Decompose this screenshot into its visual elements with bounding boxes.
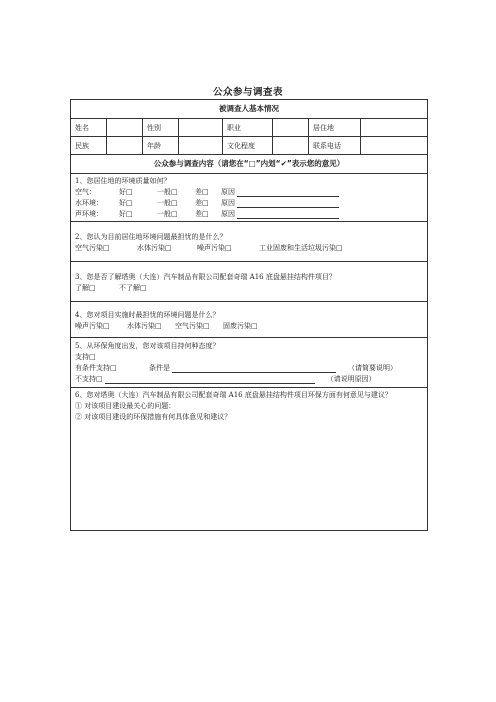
- field-occupation[interactable]: [273, 119, 309, 136]
- question-5: [71, 338, 427, 388]
- field-ethnicity[interactable]: [107, 137, 143, 154]
- field-residence[interactable]: [361, 119, 427, 136]
- section-basic-info-header: 被调查人基本情况: [71, 100, 427, 119]
- q1-noise-good-checkbox[interactable]: 好□: [119, 210, 133, 218]
- q5-oppose-checkbox[interactable]: 不支持□: [75, 375, 103, 383]
- q1-noise-normal-checkbox[interactable]: 一般□: [157, 210, 178, 218]
- survey-form: [70, 99, 428, 531]
- q1-noise-label: 声环境：: [75, 210, 103, 218]
- q5-condition-note: （请简要说明）: [348, 364, 397, 372]
- field-gender[interactable]: [179, 119, 223, 136]
- q1-water-reason-field[interactable]: [237, 199, 339, 208]
- q5-condition-label: 条件是: [149, 364, 170, 372]
- q4-options: [75, 321, 423, 332]
- question-6-text: 6、您对塔奥（大连）汽车制品有限公司配套奇瑞 A16 底盘悬挂结构件项目环保方面有何意见与建议？: [75, 391, 392, 399]
- q1-water-reason-label: 原因: [221, 199, 235, 207]
- q3-aware-checkbox[interactable]: 了解□: [75, 284, 96, 292]
- q5-oppose-note: （请说明原因）: [326, 375, 376, 383]
- q5-oppose-field[interactable]: [105, 375, 315, 384]
- q1-air-reason-label: 原因: [221, 188, 235, 196]
- q5-conditional-checkbox[interactable]: 有条件支持□: [75, 364, 117, 372]
- question-5-text: 5、从环保角度出发，您对该项目持何种态度？: [75, 342, 220, 350]
- q5-oppose-row: [75, 374, 423, 385]
- q3-not-aware-checkbox[interactable]: 不了解□: [119, 284, 147, 292]
- question-2: [71, 222, 427, 262]
- q6-sub2: ② 对该项目建设的环保措施有何具体意见和建议？: [75, 413, 232, 421]
- label-name: 姓名: [71, 119, 107, 136]
- question-6: [71, 388, 427, 530]
- q1-air-normal-checkbox[interactable]: 一般□: [157, 188, 178, 196]
- label-education: 文化程度: [223, 137, 273, 154]
- section-survey-header: 公众参与调查内容（请您在“□”内划“✔”表示您的意见）: [71, 155, 427, 174]
- q2-solid-waste-checkbox[interactable]: 工业固废和生活垃圾污染□: [259, 244, 343, 252]
- question-2-text: 2、您认为目前居住地环境问题最担忧的是什么？: [75, 233, 227, 241]
- q4-air-pollution-checkbox[interactable]: 空气污染□: [175, 322, 210, 330]
- question-1: [71, 174, 427, 222]
- label-gender: 性别: [143, 119, 179, 136]
- q1-row-water: [75, 198, 423, 209]
- field-name[interactable]: [107, 119, 143, 136]
- q1-air-good-checkbox[interactable]: 好□: [119, 188, 133, 196]
- q2-options: [75, 243, 423, 254]
- field-age[interactable]: [179, 137, 223, 154]
- label-occupation: 职业: [223, 119, 273, 136]
- q2-water-pollution-checkbox[interactable]: 水体污染□: [137, 244, 172, 252]
- q1-row-noise: [75, 209, 423, 220]
- q1-water-bad-checkbox[interactable]: 差□: [195, 199, 209, 207]
- question-4-text: 4、您对项目实施时最担忧的环境问题是什么？: [75, 311, 220, 319]
- q4-solid-waste-checkbox[interactable]: 固废污染□: [223, 322, 258, 330]
- question-3: [71, 262, 427, 302]
- document-title: 公众参与调查表: [212, 87, 283, 98]
- q4-noise-pollution-checkbox[interactable]: 噪声污染□: [75, 322, 110, 330]
- q1-row-air: [75, 187, 423, 198]
- info-row-1: [71, 119, 427, 137]
- q5-conditional-row: [75, 363, 423, 374]
- question-3-text: 3、您是否了解塔奥（大连）汽车制品有限公司配套奇瑞 A16 底盘悬挂结构件项目？: [75, 273, 336, 281]
- info-row-2: [71, 137, 427, 155]
- q1-water-label: 水环境：: [75, 199, 103, 207]
- q1-water-normal-checkbox[interactable]: 一般□: [157, 199, 178, 207]
- q1-air-reason-field[interactable]: [237, 188, 339, 197]
- q5-support-checkbox[interactable]: 支持□: [75, 353, 96, 361]
- q1-noise-reason-label: 原因: [221, 210, 235, 218]
- label-residence: 居住地: [309, 119, 361, 136]
- label-ethnicity: 民族: [71, 137, 107, 154]
- q1-air-bad-checkbox[interactable]: 差□: [195, 188, 209, 196]
- label-age: 年龄: [143, 137, 179, 154]
- q1-water-good-checkbox[interactable]: 好□: [119, 199, 133, 207]
- field-phone[interactable]: [361, 137, 427, 154]
- q4-water-pollution-checkbox[interactable]: 水体污染□: [127, 322, 162, 330]
- field-education[interactable]: [273, 137, 309, 154]
- q1-noise-bad-checkbox[interactable]: 差□: [195, 210, 209, 218]
- question-4: [71, 302, 427, 338]
- label-phone: 联系电话: [309, 137, 361, 154]
- q2-air-pollution-checkbox[interactable]: 空气污染□: [75, 244, 110, 252]
- q2-noise-pollution-checkbox[interactable]: 噪声污染□: [197, 244, 232, 252]
- q3-options: [75, 283, 423, 294]
- q1-air-label: 空气：: [75, 188, 96, 196]
- question-1-text: 1、您居住地的环境质量如何？: [75, 177, 171, 185]
- q6-sub1: ① 对该项目建设最关心的问题：: [75, 402, 176, 410]
- q1-noise-reason-field[interactable]: [237, 210, 339, 219]
- q6-answer-area[interactable]: [75, 423, 423, 513]
- q5-condition-field[interactable]: [172, 364, 336, 373]
